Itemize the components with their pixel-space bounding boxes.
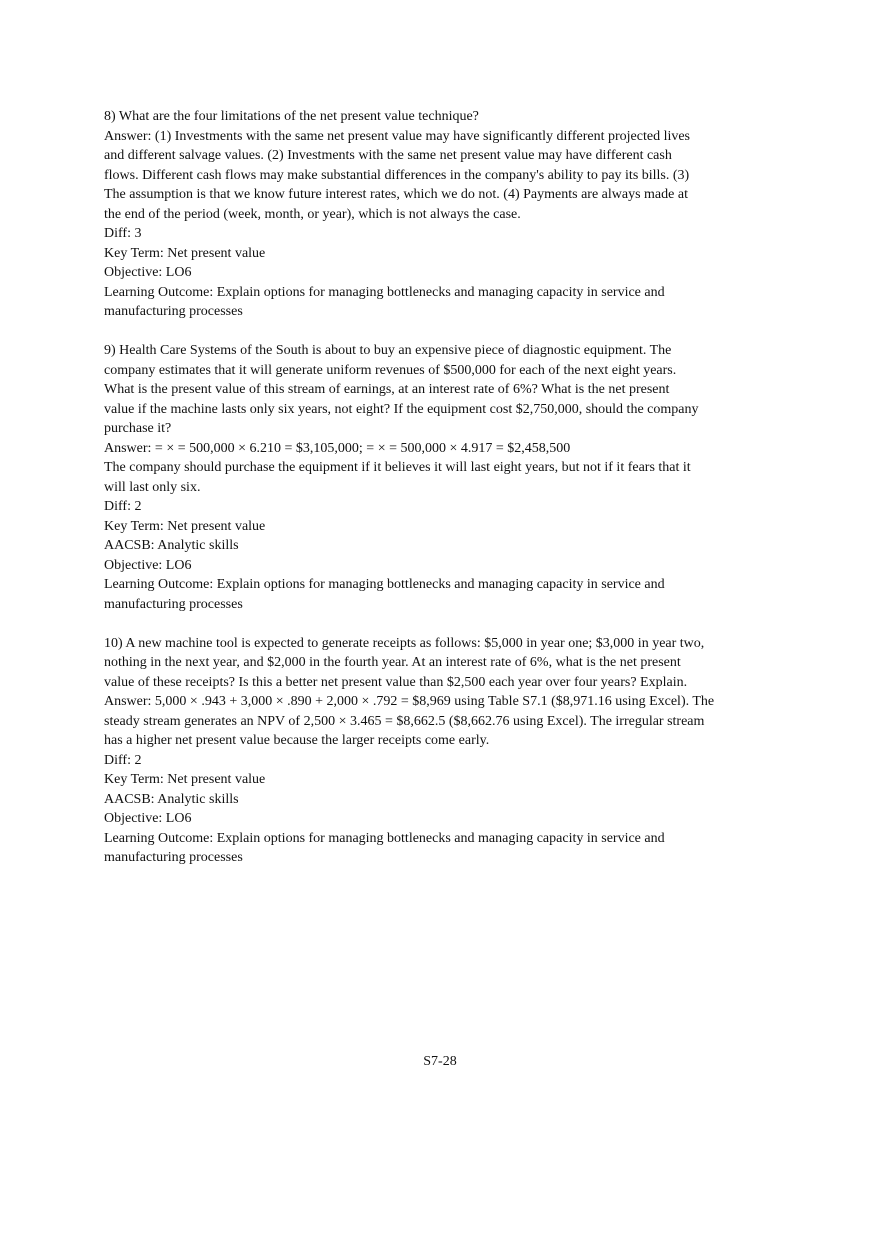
question-9-prompt: purchase it? [104, 421, 172, 436]
question-10-learning-outcome: manufacturing processes [104, 850, 243, 865]
question-10-answer-line: steady stream generates an NPV of 2,500 × 3.465 = $8,662.5 ($8,662.76 using Excel). The irregular stream [104, 713, 705, 729]
question-8-key-term: Key Term: Net present value [104, 245, 266, 261]
question-10-difficulty: Diff: 2 [104, 752, 142, 768]
question-10 [104, 634, 744, 868]
question-9-difficulty: Diff: 2 [104, 499, 142, 514]
question-8-learning-outcome: Learning Outcome: Explain options for managing bottlenecks and managing capacity in service and [104, 284, 665, 300]
question-9-aacsb: AACSB: Analytic skills [104, 538, 239, 553]
question-9-learning-outcome: manufacturing processes [104, 596, 243, 612]
question-8-answer-line: flows. Different cash flows may make substantial differences in the company's ability to pay its bills. (3) [104, 167, 690, 183]
page-number: S7-28 [423, 1054, 457, 1069]
question-9-prompt: What is the present value of this stream of earnings, at an interest rate of 6%? What is the net present [104, 382, 670, 397]
question-9-key-term: Key Term: Net present value [104, 518, 266, 534]
question-8-answer-line: and different salvage values. (2) Investments with the same net present value may have different cash [104, 148, 672, 163]
question-8 [104, 107, 744, 322]
question-8-prompt: 8) What are the four limitations of the net present value technique? [104, 109, 479, 124]
document-body [104, 107, 744, 868]
question-8-objective: Objective: LO6 [104, 265, 192, 280]
question-9-learning-outcome: Learning Outcome: Explain options for managing bottlenecks and managing capacity in service and [104, 577, 665, 592]
question-9-prompt: 9) Health Care Systems of the South is about to buy an expensive piece of diagnostic equipment. The [104, 343, 672, 358]
question-9-prompt: value if the machine lasts only six years, not eight? If the equipment cost $2,750,000, should the company [104, 401, 699, 417]
question-9-answer-line: will last only six. [104, 479, 201, 495]
question-8-difficulty: Diff: 3 [104, 226, 142, 241]
question-10-prompt: nothing in the next year, and $2,000 in the fourth year. At an interest rate of 6%, what is the net present [104, 655, 681, 670]
question-8-learning-outcome: manufacturing processes [104, 304, 243, 319]
question-10-answer-line: Answer: 5,000 × .943 + 3,000 × .890 + 2,000 × .792 = $8,969 using Table S7.1 ($8,971.16 using Excel). The [104, 694, 715, 709]
question-10-key-term: Key Term: Net present value [104, 772, 266, 787]
question-10-learning-outcome: Learning Outcome: Explain options for managing bottlenecks and managing capacity in service and [104, 830, 665, 846]
question-9 [104, 341, 744, 614]
question-8-answer-line: The assumption is that we know future interest rates, which we do not. (4) Payments are always made at [104, 187, 688, 202]
question-10-aacsb: AACSB: Analytic skills [104, 791, 239, 807]
question-9-prompt: company estimates that it will generate uniform revenues of $500,000 for each of the next eight years. [104, 362, 677, 378]
question-10-prompt: value of these receipts? Is this a better net present value than $2,500 each year over four years? Explain. [104, 674, 688, 690]
question-9-answer-line: Answer: = × = 500,000 × 6.210 = $3,105,000; = × = 500,000 × 4.917 = $2,458,500 [104, 440, 571, 456]
question-8-answer-line: the end of the period (week, month, or year), which is not always the case. [104, 206, 521, 222]
question-9-answer-line: The company should purchase the equipment if it believes it will last eight years, but not if it fears that it [104, 460, 691, 475]
question-10-answer-line: has a higher net present value because the larger receipts come early. [104, 733, 490, 748]
question-9-objective: Objective: LO6 [104, 557, 192, 573]
question-10-prompt: 10) A new machine tool is expected to generate receipts as follows: $5,000 in year one; $3,000 in year two, [104, 635, 705, 651]
question-10-objective: Objective: LO6 [104, 811, 192, 826]
question-8-answer-line: Answer: (1) Investments with the same net present value may have significantly different projected lives [104, 128, 691, 144]
